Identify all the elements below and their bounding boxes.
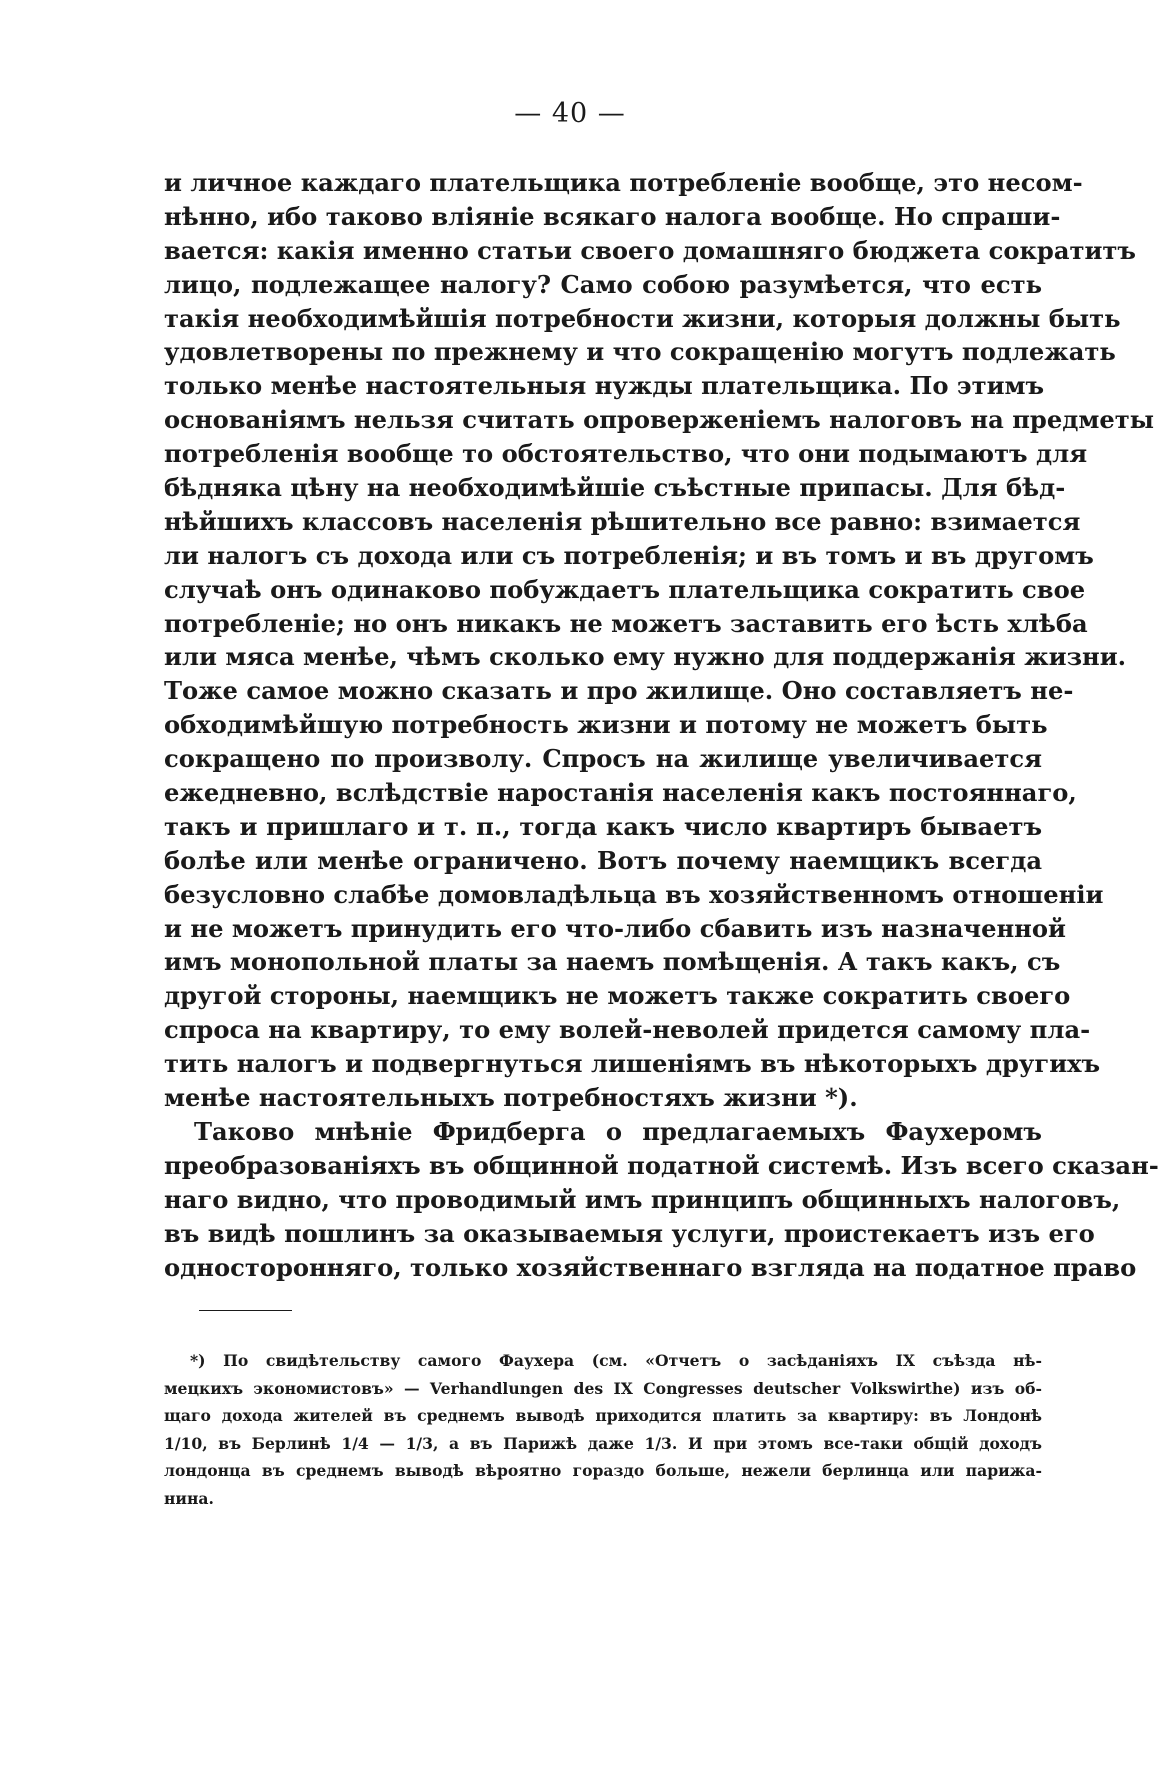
page-number: — 40 — [514, 98, 626, 129]
body-line: Тоже самое можно сказать и про жилище. Оно составляетъ не- [164, 676, 1074, 706]
body-line: въ видѣ пошлинъ за оказываемыя услуги, проистекаетъ изъ его [164, 1218, 1095, 1248]
footnote-line: мецкихъ экономистовъ» — Verhandlungen des IX Congresses deutscher Volkswirthe) изъ об- [164, 1378, 1042, 1398]
body-line: односторонняго, только хозяйственнаго взгляда на податное право [164, 1252, 1137, 1282]
footnote-line: щаго дохода жителей въ среднемъ выводѣ приходится платить за квартиру: въ Лондонѣ [164, 1406, 1042, 1425]
footnote-divider [199, 1310, 292, 1311]
body-line: Таково мнѣніе Фридберга о предлагаемыхъ Фаухеромъ [194, 1116, 1042, 1146]
body-line: тить налогъ и подвергнуться лишеніямъ въ нѣкоторыхъ другихъ [164, 1049, 1101, 1079]
body-text [164, 166, 1159, 1284]
body-line: или мяса менѣе, чѣмъ сколько ему нужно для поддержанія жизни. [164, 642, 1127, 672]
body-line: удовлетворены по прежнему и что сокращенію могутъ подлежать [164, 337, 1116, 367]
footnote-line: нина. [164, 1488, 214, 1508]
body-line: безусловно слабѣе домовладѣльца въ хозяйственномъ отношеніи [164, 879, 1104, 909]
body-line: такъ и пришлаго и т. п., тогда какъ число квартиръ бываетъ [164, 811, 1042, 841]
body-line: обходимѣйшую потребность жизни и потому не можетъ быть [164, 710, 1048, 740]
footnote-line: 1/10, въ Берлинѣ 1/4 — 1/3, а въ Парижѣ даже 1/3. И при этомъ все-таки общій доходъ [164, 1433, 1042, 1453]
body-line: основаніямъ нельзя считать опроверженіемъ налоговъ на предметы [164, 405, 1154, 435]
body-line: вается: какія именно статьи своего домашняго бюджета сократитъ [164, 235, 1136, 265]
footnote-line: *) По свидѣтельству самого Фаухера (см. «Отчетъ о засѣданіяхъ IX съѣзда нѣ- [190, 1351, 1042, 1370]
body-line: имъ монопольной платы за наемъ помѣщенія. А такъ какъ, съ [164, 947, 1061, 977]
body-line: нѣнно, ибо таково вліяніе всякаго налога вообще. Но спраши- [164, 201, 1061, 231]
body-line: случаѣ онъ одинаково побуждаетъ плательщика сократить свое [164, 574, 1086, 604]
body-line: спроса на квартиру, то ему волей-неволей придется самому пла- [164, 1015, 1091, 1045]
body-line: потребленія вообще то обстоятельство, что они подымаютъ для [164, 439, 1088, 469]
body-line: менѣе настоятельныхъ потребностяхъ жизни *). [164, 1083, 858, 1113]
body-line: только менѣе настоятельныя нужды плательщика. По этимъ [164, 371, 1045, 401]
body-line: болѣе или менѣе ограничено. Вотъ почему наемщикъ всегда [164, 845, 1042, 875]
body-line: такія необходимѣйшія потребности жизни, которыя должны быть [164, 303, 1121, 333]
body-line: преобразованіяхъ въ общинной податной системѣ. Изъ всего сказан- [164, 1150, 1159, 1180]
body-line: сокращено по произволу. Спросъ на жилище увеличивается [164, 744, 1042, 774]
body-line: наго видно, что проводимый имъ принципъ общинныхъ налоговъ, [164, 1184, 1121, 1214]
body-line: бѣдняка цѣну на необходимѣйшіе съѣстные припасы. Для бѣд- [164, 473, 1066, 503]
body-line: другой стороны, наемщикъ не можетъ также сократить своего [164, 981, 1071, 1011]
body-line: и не можетъ принудить его что-либо сбавить изъ назначенной [164, 913, 1066, 943]
body-line: лицо, подлежащее налогу? Само собою разумѣется, что есть [164, 269, 1042, 299]
footnote-line: лондонца въ среднемъ выводѣ вѣроятно гораздо больше, нежели берлинца или парижа- [164, 1461, 1042, 1480]
footnote [164, 1347, 1042, 1512]
body-line: ежедневно, вслѣдствіе наростанія населенія какъ постояннаго, [164, 778, 1077, 808]
body-line: и личное каждаго плательщика потребленіе вообще, это несом- [164, 168, 1083, 197]
body-line: нѣйшихъ классовъ населенія рѣшительно все равно: взимается [164, 506, 1081, 536]
body-line: ли налогъ съ дохода или съ потребленія; и въ томъ и въ другомъ [164, 540, 1094, 570]
body-line: потребленіе; но онъ никакъ не можетъ заставить его ѣсть хлѣба [164, 608, 1088, 638]
